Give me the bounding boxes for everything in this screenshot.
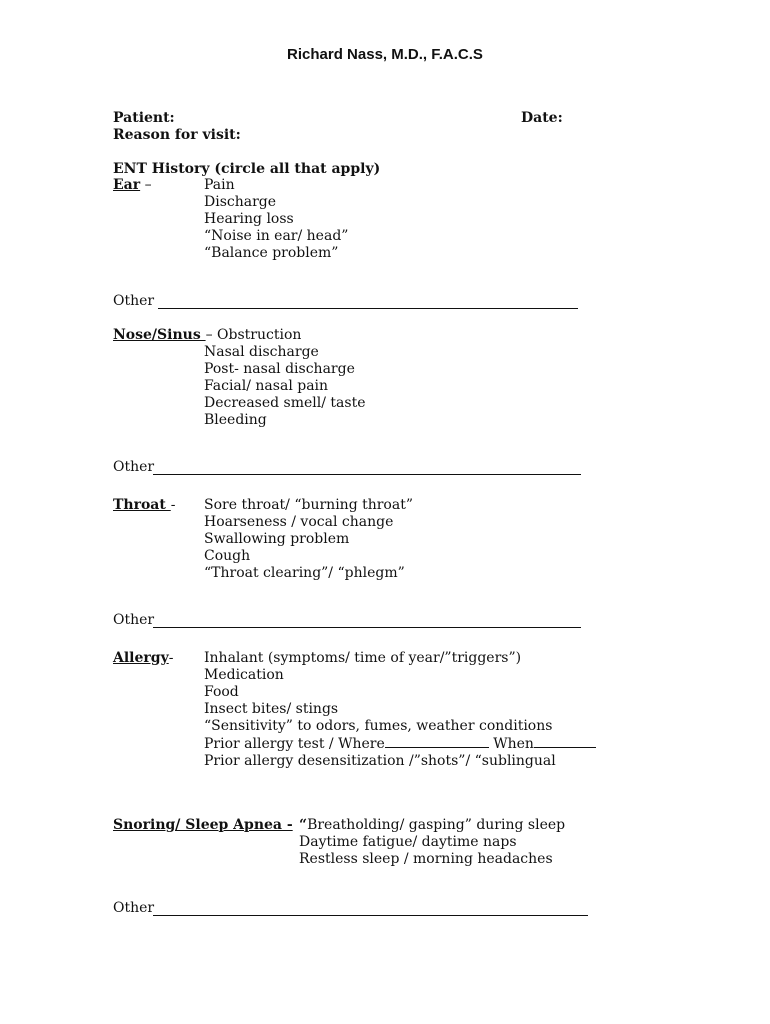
- allergy-option[interactable]: “Sensitivity” to odors, fumes, weather conditions: [204, 718, 553, 734]
- nose-option[interactable]: Bleeding: [204, 412, 267, 428]
- allergy-option[interactable]: Prior allergy test / Where: [204, 736, 385, 752]
- ear-option[interactable]: “Noise in ear/ head”: [204, 228, 349, 244]
- open-quote-mark: “: [299, 817, 308, 833]
- sleep-option-row: [299, 817, 565, 834]
- throat-option[interactable]: “Throat clearing”/ “phlegm”: [204, 565, 405, 581]
- sleep-option[interactable]: Daytime fatigue/ daytime naps: [299, 834, 517, 850]
- throat-label: Throat: [113, 497, 171, 513]
- allergy-option[interactable]: Prior allergy desensitization /”shots”/ “sublingual: [204, 753, 556, 769]
- ear-other-label: Other: [113, 293, 155, 309]
- nose-options: [204, 344, 366, 429]
- throat-section-label: [113, 497, 175, 514]
- ear-option[interactable]: Pain: [204, 177, 235, 193]
- nose-label: Nose/Sinus: [113, 327, 206, 343]
- allergy-option[interactable]: Inhalant (symptoms/ time of year/”triggers”): [204, 650, 522, 666]
- ear-option[interactable]: “Balance problem”: [204, 245, 339, 261]
- throat-option[interactable]: Cough: [204, 548, 251, 564]
- ear-other-field[interactable]: [158, 308, 578, 309]
- sleep-option[interactable]: Breatholding/ gasping” during sleep: [307, 817, 566, 833]
- sleep-other-label: Other: [113, 900, 155, 916]
- throat-options: [204, 497, 413, 582]
- throat-other-field[interactable]: [153, 627, 581, 628]
- sleep-label: Snoring/ Sleep Apnea -: [113, 817, 293, 833]
- nose-option[interactable]: – Obstruction: [205, 327, 302, 343]
- allergy-options: [204, 650, 596, 770]
- ear-label: Ear: [113, 177, 141, 193]
- nose-option[interactable]: Facial/ nasal pain: [204, 378, 329, 394]
- ear-option[interactable]: Hearing loss: [204, 211, 294, 227]
- date-label: Date:: [521, 110, 563, 126]
- sleep-option[interactable]: Restless sleep / morning headaches: [299, 851, 553, 867]
- allergy-dash: -: [168, 650, 174, 666]
- nose-other-label: Other: [113, 459, 155, 475]
- ear-option[interactable]: Discharge: [204, 194, 277, 210]
- ear-dash: –: [140, 177, 152, 193]
- page-title: Richard Nass, M.D., F.A.C.S: [287, 46, 483, 63]
- reason-label: Reason for visit:: [113, 127, 241, 143]
- sleep-options: [299, 817, 565, 868]
- nose-option[interactable]: Post- nasal discharge: [204, 361, 355, 377]
- ear-section-label: [113, 177, 152, 194]
- patient-label: Patient:: [113, 110, 175, 126]
- when-label: When: [488, 736, 534, 752]
- allergy-option[interactable]: Food: [204, 684, 239, 700]
- throat-option[interactable]: Hoarseness / vocal change: [204, 514, 394, 530]
- sleep-other-field[interactable]: [153, 915, 588, 916]
- allergy-section-label: [113, 650, 173, 667]
- nose-other-field[interactable]: [153, 474, 581, 475]
- throat-option[interactable]: Sore throat/ “burning throat”: [204, 497, 413, 513]
- allergy-prior-test-row: [204, 735, 596, 753]
- ear-options: [204, 177, 348, 262]
- allergy-option[interactable]: Medication: [204, 667, 284, 683]
- allergy-label: Allergy: [113, 650, 169, 666]
- throat-option[interactable]: Swallowing problem: [204, 531, 350, 547]
- where-field[interactable]: [385, 735, 489, 748]
- nose-section-label: [113, 327, 301, 344]
- nose-option[interactable]: Nasal discharge: [204, 344, 319, 360]
- when-field[interactable]: [534, 735, 596, 748]
- throat-dash: -: [170, 497, 176, 513]
- throat-other-label: Other: [113, 612, 155, 628]
- allergy-option[interactable]: Insect bites/ stings: [204, 701, 339, 717]
- nose-option[interactable]: Decreased smell/ taste: [204, 395, 366, 411]
- history-heading: ENT History (circle all that apply): [113, 161, 381, 177]
